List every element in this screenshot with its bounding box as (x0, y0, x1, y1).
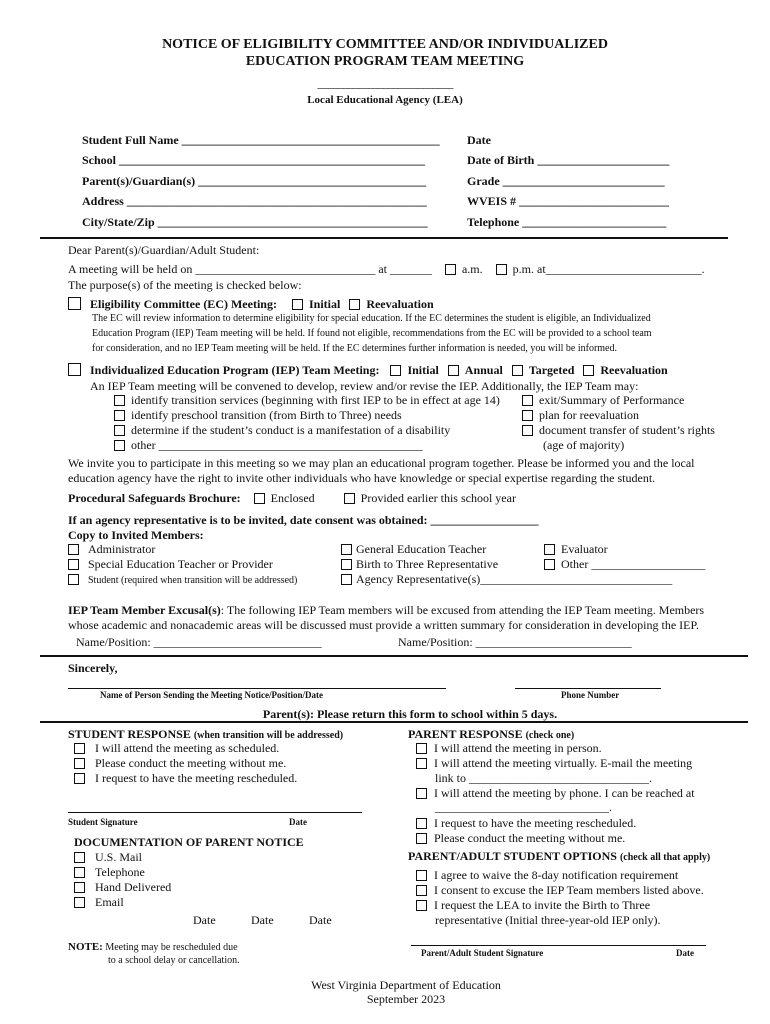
note-label: NOTE: (68, 941, 103, 953)
date-of-birth-field[interactable]: Date of Birth ______________________ (467, 153, 670, 167)
safeguards-row (68, 491, 516, 506)
manifestation-label: determine if the student’s conduct is a manifestation of a disability (131, 423, 451, 437)
excusal-line-2: whose academic and nonacademic areas will be discussed must provide a written summary for consideration in developing the IEP. (68, 618, 699, 632)
parent-option-without-me (416, 831, 625, 846)
exit-checkbox[interactable] (522, 395, 533, 406)
sender-signature-line[interactable] (68, 688, 446, 689)
city-state-zip-field[interactable]: City/State/Zip _____________________________________________ (82, 215, 428, 229)
virtual-checkbox[interactable] (416, 758, 427, 769)
salutation: Dear Parent(s)/Guardian/Adult Student: (68, 243, 260, 257)
phone-number-line[interactable] (515, 688, 661, 689)
student-attend-checkbox[interactable] (74, 743, 85, 754)
copy-gen-ed-teacher (341, 542, 486, 557)
iep-option-other (114, 438, 423, 453)
gen-ed-teacher-label: General Education Teacher (356, 542, 487, 556)
student-without-me-label: Please conduct the meeting without me. (95, 756, 287, 770)
preschool-checkbox[interactable] (114, 410, 125, 421)
phone-line[interactable]: _____________________________. (435, 800, 612, 814)
note-line-1 (68, 941, 238, 953)
student-response-option-3 (74, 771, 297, 786)
birth-to-three-label: Birth to Three Representative (356, 557, 499, 571)
meeting-date-text[interactable]: A meeting will be held on ______________________________ at _______ (68, 262, 432, 276)
enclosed-checkbox[interactable] (254, 493, 265, 504)
iep-option-transition (114, 393, 500, 408)
ec-meeting-label: Eligibility Committee (EC) Meeting: (90, 297, 277, 311)
transition-label: identify transition services (beginning with first IEP to be in effect at age 14) (131, 393, 500, 407)
options-sub: (check all that apply) (619, 852, 711, 863)
am-label: a.m. (461, 262, 483, 276)
agency-rep-label[interactable]: Agency Representative(s)________________________________ (356, 572, 673, 586)
telephone-label: Telephone (95, 865, 145, 879)
option-birth-to-three (416, 898, 650, 913)
parent-response-sub: (check one) (525, 730, 575, 741)
return-note: Parent(s): Please return this form to school within 5 days. (262, 707, 558, 721)
school-field[interactable]: School ___________________________________________________ (82, 153, 426, 167)
in-person-label: I will attend the meeting in person. (434, 741, 602, 755)
meeting-date-line (68, 262, 705, 277)
agency-consent-line[interactable]: If an agency representative is to be invited, date consent was obtained: __________________ (68, 513, 539, 527)
preschool-label: identify preschool transition (from Birth to Three) needs (131, 408, 402, 422)
lea-blank[interactable]: ___________________________ (317, 76, 453, 90)
student-reschedule-checkbox[interactable] (74, 773, 85, 784)
evaluator-label: Evaluator (561, 542, 608, 556)
am-checkbox[interactable] (445, 264, 456, 275)
student-response-title: STUDENT RESPONSE (68, 727, 191, 741)
reevaluation-plan-checkbox[interactable] (522, 410, 533, 421)
telephone-field[interactable]: Telephone ________________________ (467, 215, 667, 229)
excuse-checkbox[interactable] (416, 885, 427, 896)
footer-org: West Virginia Department of Education (311, 978, 501, 992)
ec-description-line-3: for consideration, and no IEP Team meeting will be held. If the EC determines further information is needed, you will be informed. (92, 343, 617, 354)
iep-option-reevaluation-plan (522, 408, 639, 423)
doc-date-2[interactable]: Date (251, 913, 274, 927)
agency-rep-checkbox[interactable] (341, 574, 352, 585)
response-divider (40, 721, 748, 723)
copy-agency-rep (341, 572, 672, 587)
student-full-name-field[interactable]: Student Full Name ___________________________________________ (82, 133, 440, 147)
excusal-text-1: : The following IEP Team members will be excused from attending the IEP Team meeting. Members (220, 603, 705, 617)
student-signature-caption: Student Signature (68, 817, 138, 827)
age-of-majority-label: (age of majority) (543, 438, 625, 452)
gen-ed-teacher-checkbox[interactable] (341, 544, 352, 555)
option-excuse (416, 883, 704, 898)
excusal-name-1[interactable]: Name/Position: ____________________________ (76, 635, 322, 649)
us-mail-label: U.S. Mail (95, 850, 143, 864)
lea-label: Local Educational Agency (LEA) (307, 94, 463, 106)
purpose-line: The purpose(s) of the meeting is checked below: (68, 278, 302, 292)
wveis-field[interactable]: WVEIS # _________________________ (467, 194, 670, 208)
iep-meeting-label: Individualized Education Program (IEP) Team Meeting: (90, 363, 380, 377)
doc-us-mail (74, 850, 142, 865)
sender-caption: Name of Person Sending the Meeting Notice/Position/Date (100, 690, 323, 700)
pm-checkbox[interactable] (496, 264, 507, 275)
evaluator-checkbox[interactable] (544, 544, 555, 555)
address-field[interactable]: Address __________________________________________________ (82, 194, 427, 208)
documentation-title: DOCUMENTATION OF PARENT NOTICE (74, 835, 304, 849)
iep-option-exit (522, 393, 684, 408)
safeguards-label: Procedural Safeguards Brochure: (68, 491, 241, 505)
grade-field[interactable]: Grade ___________________________ (467, 174, 665, 188)
iep-targeted-label: Targeted (528, 363, 575, 377)
in-person-checkbox[interactable] (416, 743, 427, 754)
copy-birth-to-three (341, 557, 498, 572)
ec-initial-checkbox[interactable] (292, 299, 303, 310)
invite-line-2: education agency have the right to invite other individuals who have knowledge or special expertise regarding the student. (68, 471, 656, 485)
ec-reevaluation-label: Reevaluation (366, 297, 434, 311)
phone-label: I will attend the meeting by phone. I can be reached at (434, 786, 695, 800)
option-waive (416, 868, 678, 883)
parent-reschedule-label: I request to have the meeting rescheduled. (434, 816, 637, 830)
other-checkbox[interactable] (114, 440, 125, 451)
parent-signature-caption: Parent/Adult Student Signature (421, 948, 544, 958)
page-title-line-2: EDUCATION PROGRAM TEAM MEETING (245, 54, 525, 69)
hand-delivered-checkbox[interactable] (74, 882, 85, 893)
iep-annual-checkbox[interactable] (448, 365, 459, 376)
doc-email (74, 895, 124, 910)
us-mail-checkbox[interactable] (74, 852, 85, 863)
excusal-divider (40, 655, 748, 657)
hand-delivered-label: Hand Delivered (95, 880, 172, 894)
student-reschedule-label: I request to have the meeting rescheduled. (95, 771, 298, 785)
iep-option-preschool (114, 408, 402, 423)
parents-guardians-field[interactable]: Parent(s)/Guardian(s) ______________________________________ (82, 174, 427, 188)
iep-option-manifestation (114, 423, 450, 438)
parent-option-phone (416, 786, 695, 801)
student-signature-line[interactable] (68, 812, 362, 813)
parent-reschedule-checkbox[interactable] (416, 818, 427, 829)
ec-reevaluation-checkbox[interactable] (349, 299, 360, 310)
invite-line-1: We invite you to participate in this meeting so we may plan an educational program together. Please be informed you and the local (68, 456, 695, 470)
iep-reevaluation-checkbox[interactable] (583, 365, 594, 376)
student-date-caption: Date (289, 817, 307, 827)
student-copy-checkbox[interactable] (68, 574, 79, 585)
date-field[interactable]: Date (467, 133, 491, 147)
excusal-line-1 (68, 603, 704, 618)
student-without-me-checkbox[interactable] (74, 758, 85, 769)
provided-earlier-label: Provided earlier this school year (360, 491, 516, 505)
copy-other (544, 557, 705, 572)
iep-targeted-checkbox[interactable] (512, 365, 523, 376)
telephone-checkbox[interactable] (74, 867, 85, 878)
student-response-option-2 (74, 756, 286, 771)
excusal-name-2[interactable]: Name/Position: __________________________ (398, 635, 632, 649)
iep-initial-label: Initial (407, 363, 439, 377)
virtual-label: I will attend the meeting virtually. E-mail the meeting (434, 756, 693, 770)
parent-without-me-label: Please conduct the meeting without me. (434, 831, 626, 845)
doc-date-1[interactable]: Date (193, 913, 216, 927)
doc-date-3[interactable]: Date (309, 913, 332, 927)
iep-meeting-row (68, 363, 668, 378)
waive-checkbox[interactable] (416, 870, 427, 881)
birth-to-three-checkbox[interactable] (341, 559, 352, 570)
sincerely: Sincerely, (68, 661, 118, 675)
administrator-checkbox[interactable] (68, 544, 79, 555)
parent-option-in-person (416, 741, 602, 756)
virtual-link-line[interactable]: link to ______________________________. (435, 771, 653, 785)
parent-response-title-row (408, 727, 574, 742)
phone-checkbox[interactable] (416, 788, 427, 799)
pm-label[interactable]: p.m. at__________________________. (512, 262, 705, 276)
excusal-label: IEP Team Member Excusal(s) (68, 603, 221, 617)
options-title: PARENT/ADULT STUDENT OPTIONS (408, 849, 617, 863)
excuse-label: I consent to excuse the IEP Team members listed above. (434, 883, 704, 897)
student-attend-label: I will attend the meeting as scheduled. (95, 741, 280, 755)
ec-description-line-1: The EC will review information to determine eligibility for special education. If the EC determines the student is eligible, an Individualized (92, 313, 651, 324)
iep-intro: An IEP Team meeting will be convened to develop, review and/or revise the IEP. Additionally, the IEP Team may: (90, 379, 639, 393)
sped-teacher-label: Special Education Teacher or Provider (88, 557, 273, 571)
student-copy-label: Student (required when transition will be addressed) (88, 575, 298, 586)
parent-signature-line[interactable] (411, 945, 706, 946)
phone-caption: Phone Number (561, 690, 620, 700)
note-text-1: Meeting may be rescheduled due (105, 942, 238, 953)
email-label: Email (95, 895, 124, 909)
other-label[interactable]: other ____________________________________________ (131, 438, 423, 452)
provided-earlier-checkbox[interactable] (344, 493, 355, 504)
transition-checkbox[interactable] (114, 395, 125, 406)
student-response-option-1 (74, 741, 279, 756)
ec-meeting-row (68, 297, 434, 312)
iep-initial-checkbox[interactable] (390, 365, 401, 376)
invite-birth-to-three-label: I request the LEA to invite the Birth to Three (434, 898, 651, 912)
copy-administrator (68, 542, 155, 557)
enclosed-label: Enclosed (270, 491, 315, 505)
waive-label: I agree to waive the 8-day notification requirement (434, 868, 679, 882)
doc-telephone (74, 865, 145, 880)
options-title-row (408, 849, 710, 864)
rights-transfer-checkbox[interactable] (522, 425, 533, 436)
iep-option-rights-transfer (522, 423, 715, 438)
email-checkbox[interactable] (74, 897, 85, 908)
parent-option-reschedule (416, 816, 636, 831)
rights-transfer-label: document transfer of student’s rights (539, 423, 715, 437)
page-title-line-1: NOTICE OF ELIGIBILITY COMMITTEE AND/OR INDIVIDUALIZED (162, 37, 608, 52)
ec-meeting-checkbox[interactable] (68, 297, 81, 310)
iep-reevaluation-label: Reevaluation (600, 363, 668, 377)
copy-student (68, 572, 297, 587)
ec-initial-label: Initial (308, 297, 341, 311)
student-response-sub: (when transition will be addressed) (193, 730, 344, 741)
option-birth-to-three-cont: representative (Initial three-year-old IEP only). (435, 913, 661, 927)
parent-option-virtual (416, 756, 692, 771)
footer-date: September 2023 (366, 992, 446, 1006)
copy-to-label: Copy to Invited Members: (68, 528, 204, 542)
copy-evaluator (544, 542, 608, 557)
copy-other-label[interactable]: Other ___________________ (561, 557, 706, 571)
exit-label: exit/Summary of Performance (539, 393, 685, 407)
parent-response-title: PARENT RESPONSE (408, 727, 523, 741)
manifestation-checkbox[interactable] (114, 425, 125, 436)
parent-date-caption: Date (676, 948, 694, 958)
doc-hand-delivered (74, 880, 171, 895)
student-response-title-row (68, 727, 343, 742)
parent-without-me-checkbox[interactable] (416, 833, 427, 844)
sped-teacher-checkbox[interactable] (68, 559, 79, 570)
ec-description-line-2: Education Program (IEP) Team meeting will be held. If found not eligible, recommendations from the EC will be provided to a school team (92, 328, 652, 339)
copy-other-checkbox[interactable] (544, 559, 555, 570)
iep-annual-label: Annual (464, 363, 503, 377)
note-line-2: to a school delay or cancellation. (108, 955, 240, 966)
reevaluation-plan-label: plan for reevaluation (539, 408, 639, 422)
copy-sped-teacher (68, 557, 273, 572)
iep-meeting-checkbox[interactable] (68, 363, 81, 376)
header-divider (40, 237, 728, 239)
invite-birth-to-three-checkbox[interactable] (416, 900, 427, 911)
administrator-label: Administrator (88, 542, 156, 556)
